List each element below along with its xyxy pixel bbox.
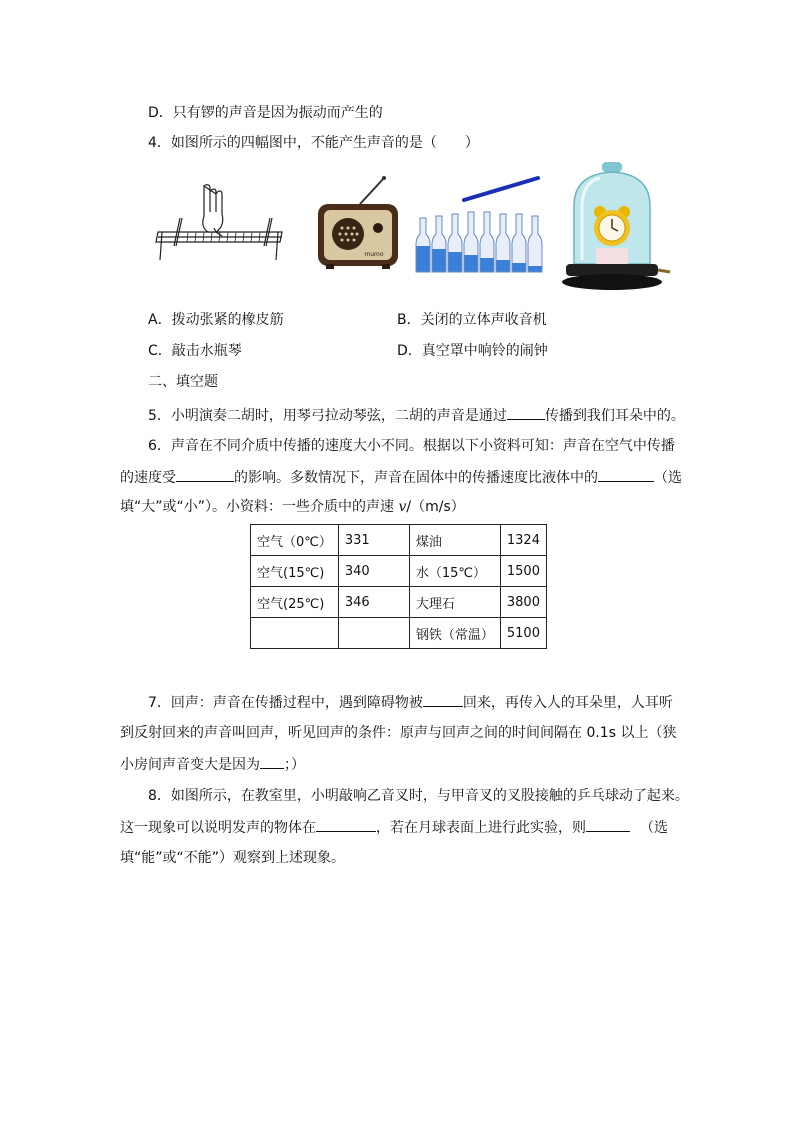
q8-line1: 8．如图所示，在教室里，小明敲响乙音叉时，与甲音叉的叉股接触的乒乓球动了起来。 [148,788,689,804]
table-cell: 5100 [500,618,546,649]
q3-option-d: D．只有锣的声音是因为振动而产生的 [148,105,383,121]
table-row [251,587,547,618]
table-row [251,525,547,556]
table-cell: 1324 [500,525,546,556]
q7-blank-2[interactable] [260,754,284,769]
table-cell: 水（15℃） [409,556,500,587]
q8-line3: 填“能”或“不能”）观察到上述现象。 [120,850,346,866]
q7-line3-post: ；） [284,757,305,773]
q8-line2-pre: 这一现象可以说明发声的物体在 [120,820,316,836]
q5-text-post: 传播到我们耳朵中的。 [544,408,685,424]
q8-line2-mid: ，若在月球表面上进行此实验，则 [376,820,586,836]
q6-line1: 6．声音在不同介质中传播的速度大小不同。根据以下小资料可知：声音在空气中传播 [148,438,675,454]
table-row [251,618,547,649]
q6-line3-post: /（m/s） [406,499,465,515]
q4-option-a: A．拨动张紧的橡皮筋 [148,312,284,328]
q7-line2: 到反射回来的声音叫回声，听见回声的条件：原声与回声之间的时间间隔在 0.1s 以上（狭 [120,725,677,741]
q6-blank-2[interactable] [598,467,654,482]
water-bottles-figure [414,172,546,276]
q8-line2-post: （选 [640,820,668,836]
q7-line1-post: 回来，再传入人的耳朵里，人耳听 [462,695,673,711]
q6-line3 [120,497,465,517]
q8-line2 [120,817,668,838]
q7-line3-pre: 小房间声音变大是因为 [120,757,260,773]
table-cell: 3800 [500,587,546,618]
radio-figure [314,176,404,272]
q6-line2-post: （选 [654,470,682,486]
table-cell: 空气(25℃) [251,587,339,618]
q7-line1-pre: 7．回声：声音在传播过程中，遇到障碍物被 [148,695,423,711]
speed-table [250,524,547,649]
table-cell: 340 [338,556,409,587]
table-cell: 空气(15℃) [251,556,339,587]
q4-stem: 4．如图所示的四幅图中，不能产生声音的是（ ） [148,135,479,151]
table-cell: 346 [338,587,409,618]
q4-option-d: D．真空罩中响铃的闹钟 [397,343,548,359]
q6-blank-1[interactable] [176,467,234,482]
table-cell [338,618,409,649]
q5-text-pre: 5．小明演奏二胡时，用琴弓拉动琴弦，二胡的声音是通过 [148,408,507,424]
table-cell [251,618,339,649]
table-cell: 钢铁（常温） [409,618,500,649]
q5-blank[interactable] [507,405,545,420]
q7-line3 [120,754,305,775]
q7-blank-1[interactable] [423,692,463,707]
q6-line2-pre: 的速度受 [120,470,176,486]
q8-blank-1[interactable] [316,817,376,832]
table-row [251,556,547,587]
q6-line2-mid: 的影响。多数情况下，声音在固体中的传播速度比液体中的 [234,470,598,486]
q4-option-c: C．敲击水瓶琴 [148,343,242,359]
q6-line3-pre: 填“大”或“小”）。小资料：一些介质中的声速 [120,499,399,515]
rubber-band-figure [152,182,287,262]
q4-option-b: B．关闭的立体声收音机 [397,312,547,328]
table-cell: 1500 [500,556,546,587]
table-cell: 煤油 [409,525,500,556]
section-heading: 二、填空题 [148,374,218,390]
q7-line1 [148,692,673,713]
q6-line2 [120,467,682,488]
radio-brand-logo: mumo [364,251,384,258]
table-cell: 空气（0℃） [251,525,339,556]
q8-blank-2[interactable] [586,817,630,832]
q5-text [148,405,685,426]
table-cell: 331 [338,525,409,556]
q6-speed-variable: v [398,499,407,515]
bell-jar-clock-figure [560,160,672,296]
table-cell: 大理石 [409,587,500,618]
